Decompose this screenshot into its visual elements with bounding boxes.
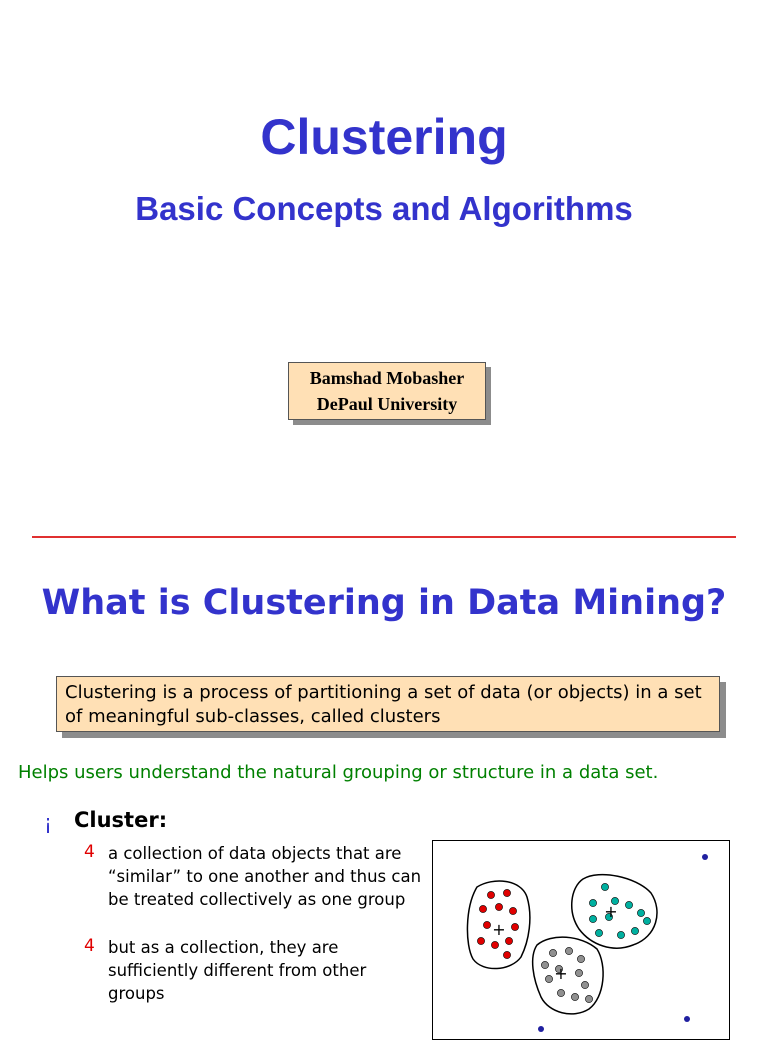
- sub-bullet-icon: 4: [84, 842, 95, 862]
- data-point: [545, 975, 552, 982]
- data-point: [549, 949, 556, 956]
- slide-subtitle: Basic Concepts and Algorithms: [135, 190, 633, 227]
- data-point: [575, 969, 582, 976]
- data-point: [557, 989, 564, 996]
- data-point: [541, 961, 548, 968]
- data-point: [491, 941, 498, 948]
- data-point: [617, 931, 624, 938]
- data-point: [509, 907, 516, 914]
- slide-divider: [32, 536, 736, 538]
- data-point: [631, 927, 638, 934]
- data-point: [565, 947, 572, 954]
- author-box: [288, 362, 486, 420]
- author-institution: DePaul University: [316, 394, 458, 414]
- slide2-title: What is Clustering in Data Mining?: [41, 583, 727, 623]
- data-point: [577, 955, 584, 962]
- data-point: [637, 909, 644, 916]
- bullet-icon: ¡: [44, 810, 53, 834]
- author-name: Bamshad Mobasher: [309, 368, 465, 388]
- outlier-point: [702, 854, 708, 860]
- outlier-points: [538, 854, 708, 1032]
- outlier-point: [538, 1026, 544, 1032]
- data-point: [477, 937, 484, 944]
- sub-bullet-text: but as a collection, they are sufficiently different from other groups: [108, 938, 367, 1003]
- helps-text: Helps users understand the natural grouping or structure in a data set.: [18, 762, 659, 783]
- outlier-point: [684, 1016, 690, 1022]
- data-point: [601, 883, 608, 890]
- data-point: [625, 901, 632, 908]
- teal-cluster-points: [589, 883, 650, 938]
- data-point: [505, 937, 512, 944]
- data-point: [581, 981, 588, 988]
- centroid-marker: +: [492, 920, 506, 939]
- data-point: [495, 903, 502, 910]
- data-point: [479, 905, 486, 912]
- slide-title: Clustering: [260, 109, 508, 165]
- sub-bullet-text: a collection of data objects that are “similar” to one another and thus can be treated collectively as one group: [108, 844, 422, 909]
- cluster-figure: [432, 840, 730, 1040]
- sub-bullet-icon: 4: [84, 936, 95, 956]
- data-point: [487, 891, 494, 898]
- data-point: [595, 929, 602, 936]
- cluster-diagram: [433, 841, 729, 1039]
- centroid-marker: +: [554, 964, 568, 983]
- data-point: [571, 993, 578, 1000]
- data-point: [643, 917, 650, 924]
- data-point: [511, 923, 518, 930]
- data-point: [503, 889, 510, 896]
- cluster-heading: Cluster:: [74, 808, 168, 832]
- data-point: [483, 921, 490, 928]
- data-point: [503, 951, 510, 958]
- centroid-marker: +: [604, 902, 618, 921]
- data-point: [589, 915, 596, 922]
- data-point: [585, 995, 592, 1002]
- definition-box: Clustering is a process of partitioning a set of data (or objects) in a set of meaningful sub-classes, called clusters: [56, 676, 720, 732]
- data-point: [589, 899, 596, 906]
